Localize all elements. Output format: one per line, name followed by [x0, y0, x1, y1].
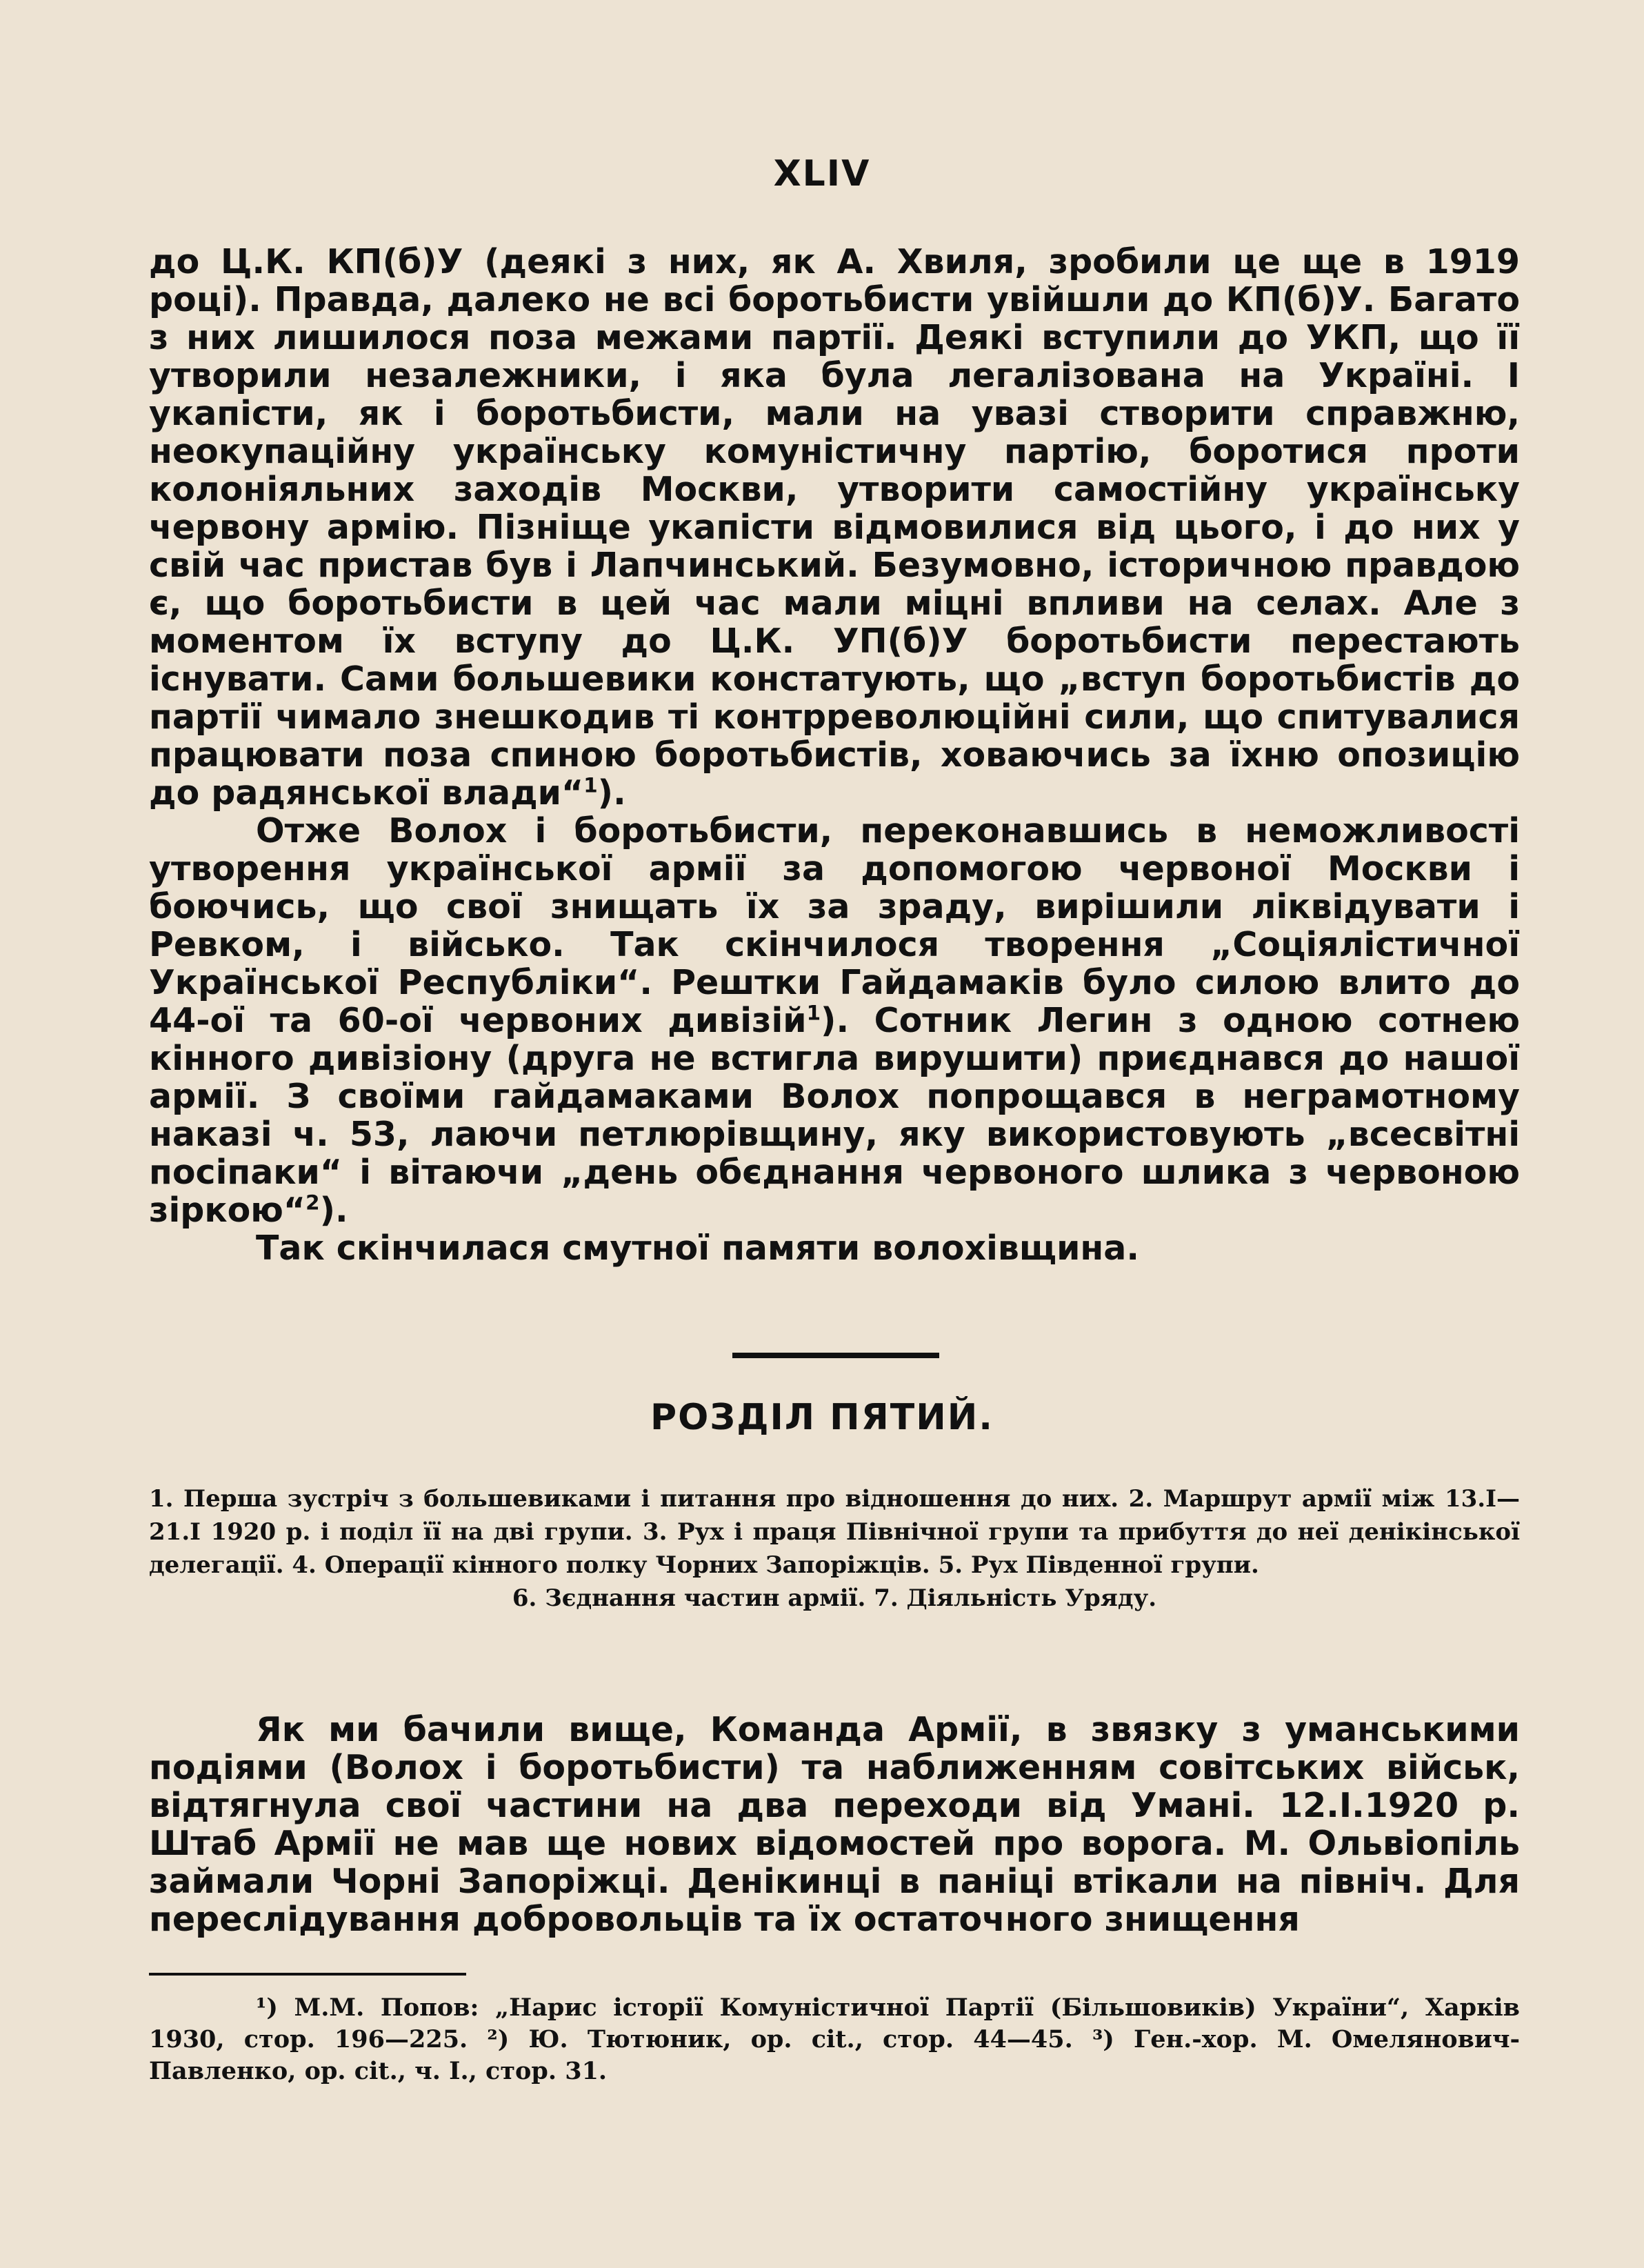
paragraph-2-text: Отже Волох і боротьбисти, переконавшись в неможливості утворення української армії за допомогою червоної Москви і боючись, що свої знищать їх за зраду, вирішили ліквідувати і Ревком, і військо. Так скінчилося творення „Соціялістичної Української Республіки“. Рештки Гайдамаків було силою влито до 44-ої та 60-ої червоних дивізій [149, 811, 1520, 1040]
footnote-ref: 2 [305, 1191, 320, 1215]
footnote-ref: 1 [583, 773, 598, 797]
paragraph-2 [149, 812, 1520, 1229]
page-number: XLIV [773, 153, 871, 195]
summary-line: 6. Зєднання частин армії. 7. Діяльність Уряду. [512, 1584, 1157, 1612]
footnote-divider [149, 1973, 466, 1976]
paragraph-1 [149, 243, 1520, 812]
footnotes [149, 1992, 1520, 2087]
paragraph-2-continued: ). Сотник Легин з одною сотнею кінного дивізіону (друга не встигла вирушити) приєднався до нашої армії. З своїми гайдамаками Волох попрощався в неграмотному наказі ч. 53, лаючи петлюрівщину, яку використовують „всесвітні посіпаки“ і вітаючи „день обєднання червоного шлика з червоною зіркою“ [149, 1001, 1520, 1230]
chapter-summary [149, 1482, 1520, 1615]
chapter-title: РОЗДІЛ ПЯТИЙ. [650, 1397, 994, 1438]
paragraph-1-close: ). [597, 773, 626, 813]
summary-line: 1. Перша зустріч з большевиками і питання про відношення до них. 2. Маршрут армії між 13.I—21.I 1920 р. і поділ її на дві групи. 3. Рух і праця Північної групи та прибуття до неї денікінської делегації. 4. Операції кінного полку Чорних Запоріжців. 5. Рух Південної групи. [149, 1485, 1520, 1579]
paragraph-2-close: ). [319, 1191, 348, 1230]
footnote-text: ¹) М.М. Попов: „Нарис історії Комуністичної Партії (Більшовиків) України“, Харків 1930, стор. 196—225. ²) Ю. Тютюник, op. cit., стор. 44—45. ³) Ген.-хор. М. Омелянович-Павленко, op. cit., ч. І., стор. 31. [149, 1993, 1520, 2085]
paragraph-main: Як ми бачили вище, Команда Армії, в звязку з уманськими подіями (Волох і боротьбисти) та наближенням совітських військ, відтягнула свої частини на два переходи від Умані. 12.I.1920 р. Штаб Армії не мав ще нових відомостей про ворога. М. Ольвіопіль займали Чорні Запоріжці. Денікинці в паніці втікали на північ. Для переслідування добровольців та їх остаточного знищення [149, 1710, 1520, 1939]
paragraph-1-text: до Ц.К. КП(б)У (деякі з них, як А. Хвиля, зробили це ще в 1919 році). Правда, далеко не всі боротьбисти увійшли до КП(б)У. Багато з них лишилося поза межами партії. Деякі вступили до УКП, що її утворили незалежники, і яка була легалізована на Україні. І укапісти, як і боротьбисти, мали на увазі створити справжню, неокупаційну українську комуністичну партію, боротися проти колоніяльних заходів Москви, утворити самостійну українську червону армію. Пізніще укапісти відмовилися від цього, і до них у свій час пристав був і Лапчинський. Безумовно, історичною правдою є, що боротьбисти в цей час мали міцні впливи на селах. Але з моментом їх вступу до Ц.К. УП(б)У боротьбисти перестають існувати. Сами большевики констатують, що „вступ боротьбистів до партії чимало знешкодив ті контрреволюційні сили, що спитувалися працювати поза спиною боротьбистів, ховаючись за їхню опозицію до радянської влади“ [149, 242, 1520, 813]
body-text-top [149, 243, 1520, 1267]
section-divider [732, 1353, 939, 1358]
body-text-bottom [149, 1711, 1520, 1938]
paragraph-3: Так скінчилася смутної памяти волохівщина. [256, 1228, 1139, 1268]
footnote-ref: 1 [806, 1001, 821, 1025]
